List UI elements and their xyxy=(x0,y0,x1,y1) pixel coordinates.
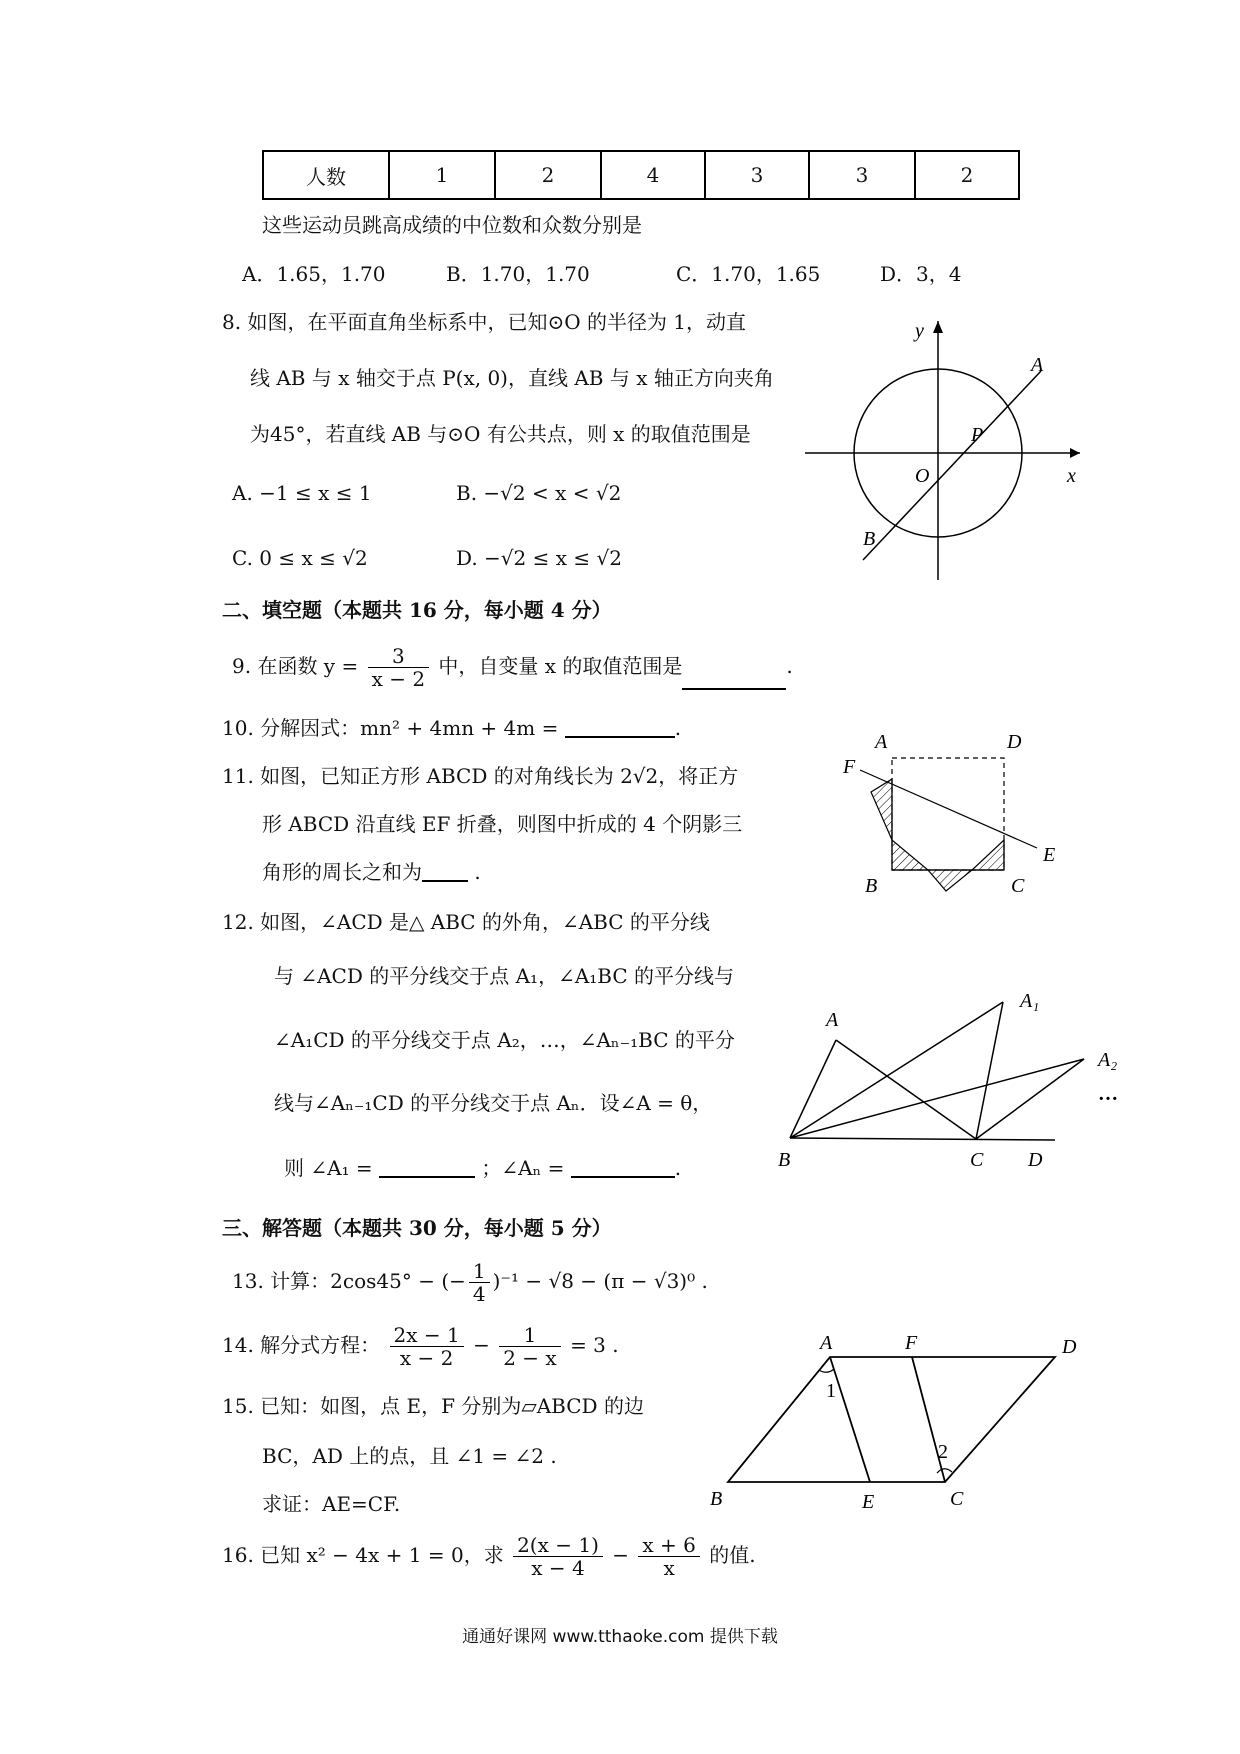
q7-option-a: A．1.65，1.70 xyxy=(242,262,386,286)
q14-fraction-2 xyxy=(499,1324,560,1369)
q9-numerator: 3 xyxy=(368,645,429,668)
q11-label-c: C xyxy=(1011,875,1025,897)
q11-line1: 11. 如图，已知正方形 ABCD 的对角线长为 2√2，将正方 xyxy=(222,764,739,788)
q8-line2: 线 AB 与 x 轴交于点 P(x, 0)，直线 AB 与 x 轴正方向夹角 xyxy=(250,366,774,390)
q15-label-angle-1: 1 xyxy=(826,1380,836,1402)
q12-line5: 则 ∠A₁ = ；∠Aₙ = . xyxy=(284,1156,682,1180)
section3-title: 三、解答题（本题共 30 分，每小题 5 分） xyxy=(222,1216,612,1240)
q8-line1: 8. 如图，在平面直角坐标系中，已知⊙O 的半径为 1，动直 xyxy=(222,310,747,334)
q8-label-y: y xyxy=(915,320,924,342)
q15-line1: 15. 已知：如图，点 E，F 分别为▱ABCD 的边 xyxy=(222,1394,644,1418)
q12-line2: 与 ∠ACD 的平分线交于点 A₁，∠A₁BC 的平分线与 xyxy=(274,964,735,988)
q12-label-d: D xyxy=(1028,1149,1043,1171)
q15-line2: BC，AD 上的点，且 ∠1 = ∠2 . xyxy=(262,1444,557,1468)
q15-label-d: D xyxy=(1062,1336,1077,1358)
table-header-cell: 人数 xyxy=(263,151,389,199)
q9-pre: 9. 在函数 y = xyxy=(232,654,359,678)
q14-fraction-1 xyxy=(390,1324,464,1369)
q8-option-a: A. −1 ≤ x ≤ 1 xyxy=(232,481,372,505)
q15-label-e: E xyxy=(862,1491,875,1513)
table-cell: 1 xyxy=(389,151,495,199)
q12-line5a: 则 ∠A₁ = xyxy=(284,1156,373,1180)
q16-denominator-1: x − 4 xyxy=(531,1556,585,1580)
q9: 9. 在函数 y = $\frac{3}{x - 2}$ 中，自变量 x 的取值范围是 . xyxy=(232,644,793,691)
q12-line4: 线与∠Aₙ₋₁CD 的平分线交于点 Aₙ．设∠A = θ， xyxy=(274,1091,713,1115)
q13 xyxy=(232,1260,708,1305)
q9-denominator: x − 2 xyxy=(371,667,426,691)
q7-stem: 这些运动员跳高成绩的中位数和众数分别是 xyxy=(262,213,642,237)
q11-label-a: A xyxy=(875,731,888,753)
q12-answer-blank-1 xyxy=(379,1176,475,1178)
q13-fraction xyxy=(469,1260,490,1305)
q15-label-c: C xyxy=(950,1488,964,1510)
q9-answer-blank xyxy=(682,688,786,690)
q12-answer-blank-2 xyxy=(571,1176,675,1178)
table-row xyxy=(263,151,1019,199)
q16-numerator-1: 2(x − 1) xyxy=(513,1534,603,1557)
q11-label-d: D xyxy=(1007,731,1022,753)
score-table xyxy=(262,150,1020,200)
q8-label-b: B xyxy=(863,528,876,550)
q12-label-ellipsis: … xyxy=(1098,1083,1118,1105)
q14-numerator-2: 1 xyxy=(499,1324,560,1347)
q8-label-p: P xyxy=(971,424,984,446)
q15-label-f: F xyxy=(905,1332,918,1354)
q11-label-f: F xyxy=(843,756,856,778)
q9-post: 中，自变量 x 的取值范围是 xyxy=(438,654,683,678)
q8-line3: 为45°，若直线 AB 与⊙O 有公共点，则 x 的取值范围是 xyxy=(250,422,751,446)
q11-label-b: B xyxy=(865,875,878,897)
q15-label-angle-2: 2 xyxy=(938,1441,948,1463)
q12-line5b: ；∠Aₙ = xyxy=(481,1156,565,1180)
q12-label-c: C xyxy=(970,1149,984,1171)
table-cell: 2 xyxy=(495,151,601,199)
q15-label-a: A xyxy=(820,1332,833,1354)
q8-option-c: C. 0 ≤ x ≤ √2 xyxy=(232,546,368,570)
q12-line1: 12. 如图，∠ACD 是△ ABC 的外角，∠ABC 的平分线 xyxy=(222,910,710,934)
q14-minus: − xyxy=(473,1333,490,1357)
q16-pre: 16. 已知 x² − 4x + 1 = 0，求 xyxy=(222,1543,504,1567)
q8-label-o: O xyxy=(915,465,930,487)
q11-answer-blank xyxy=(422,880,468,882)
q15-label-b: B xyxy=(710,1488,723,1510)
q8-option-d: D. −√2 ≤ x ≤ √2 xyxy=(456,546,622,570)
q15-line3: 求证：AE=CF. xyxy=(262,1492,401,1516)
q11-label-e: E xyxy=(1043,844,1056,866)
q8-label-x: x xyxy=(1067,465,1076,487)
q10-answer-blank xyxy=(565,736,675,738)
table-cell: 3 xyxy=(809,151,915,199)
q14-denominator-1: x − 2 xyxy=(399,1346,454,1370)
q13-post: )⁻¹ − √8 − (π − √3)⁰ . xyxy=(492,1269,708,1293)
q14-pre: 14. 解分式方程： xyxy=(222,1333,381,1357)
table-cell: 4 xyxy=(601,151,705,199)
q11-fold-figure xyxy=(835,725,1075,915)
q16-numerator-2: x + 6 xyxy=(638,1534,699,1557)
q7-option-c: C．1.70，1.65 xyxy=(676,262,821,286)
q7-option-d: D．3，4 xyxy=(880,262,962,286)
table-cell: 2 xyxy=(915,151,1019,199)
q8-label-a: A xyxy=(1031,354,1044,376)
q11-line3: 角形的周长之和为 xyxy=(262,860,422,884)
q16-denominator-2: x xyxy=(663,1556,675,1580)
q12-bisector-figure xyxy=(770,980,1130,1180)
q11-line3-wrap: 角形的周长之和为 . xyxy=(262,860,481,884)
q16-post: 的值. xyxy=(709,1543,756,1567)
q14-denominator-2: 2 − x xyxy=(503,1346,557,1370)
q16-fraction-2 xyxy=(638,1534,699,1579)
q15-parallelogram-figure xyxy=(700,1325,1100,1515)
q10: 10. 分解因式：mn² + 4mn + 4m = . xyxy=(222,716,682,740)
q12-label-b: B xyxy=(778,1149,791,1171)
q14 xyxy=(222,1324,619,1369)
q8-option-b: B. −√2 < x < √2 xyxy=(456,481,622,505)
q12-label-a1: A₁ xyxy=(1020,990,1040,1012)
footer-credit: 通通好课网 www.tthaoke.com 提供下载 xyxy=(462,1627,778,1647)
q14-post: = 3 . xyxy=(570,1333,619,1357)
q9-fraction xyxy=(368,645,429,690)
q12-label-a: A xyxy=(826,1009,839,1031)
section2-title: 二、填空题（本题共 16 分，每小题 4 分） xyxy=(222,598,612,622)
q11-line2: 形 ABCD 沿直线 EF 折叠，则图中折成的 4 个阴影三 xyxy=(262,812,743,836)
q16-minus: − xyxy=(612,1543,629,1567)
q16 xyxy=(222,1534,756,1579)
q12-label-a2: A₂ xyxy=(1098,1049,1118,1071)
q16-fraction-1 xyxy=(513,1534,603,1579)
q12-line3: ∠A₁CD 的平分线交于点 A₂，…，∠Aₙ₋₁BC 的平分 xyxy=(274,1028,735,1052)
q14-numerator-1: 2x − 1 xyxy=(390,1324,464,1347)
q8-circle-figure xyxy=(795,315,1095,585)
table-cell: 3 xyxy=(705,151,809,199)
q10-text: 10. 分解因式：mn² + 4mn + 4m = xyxy=(222,716,559,740)
q13-denominator: 4 xyxy=(472,1282,486,1306)
q13-numerator: 1 xyxy=(469,1260,490,1283)
q13-pre: 13. 计算：2cos45° − (− xyxy=(232,1269,466,1293)
q7-option-b: B．1.70，1.70 xyxy=(446,262,590,286)
